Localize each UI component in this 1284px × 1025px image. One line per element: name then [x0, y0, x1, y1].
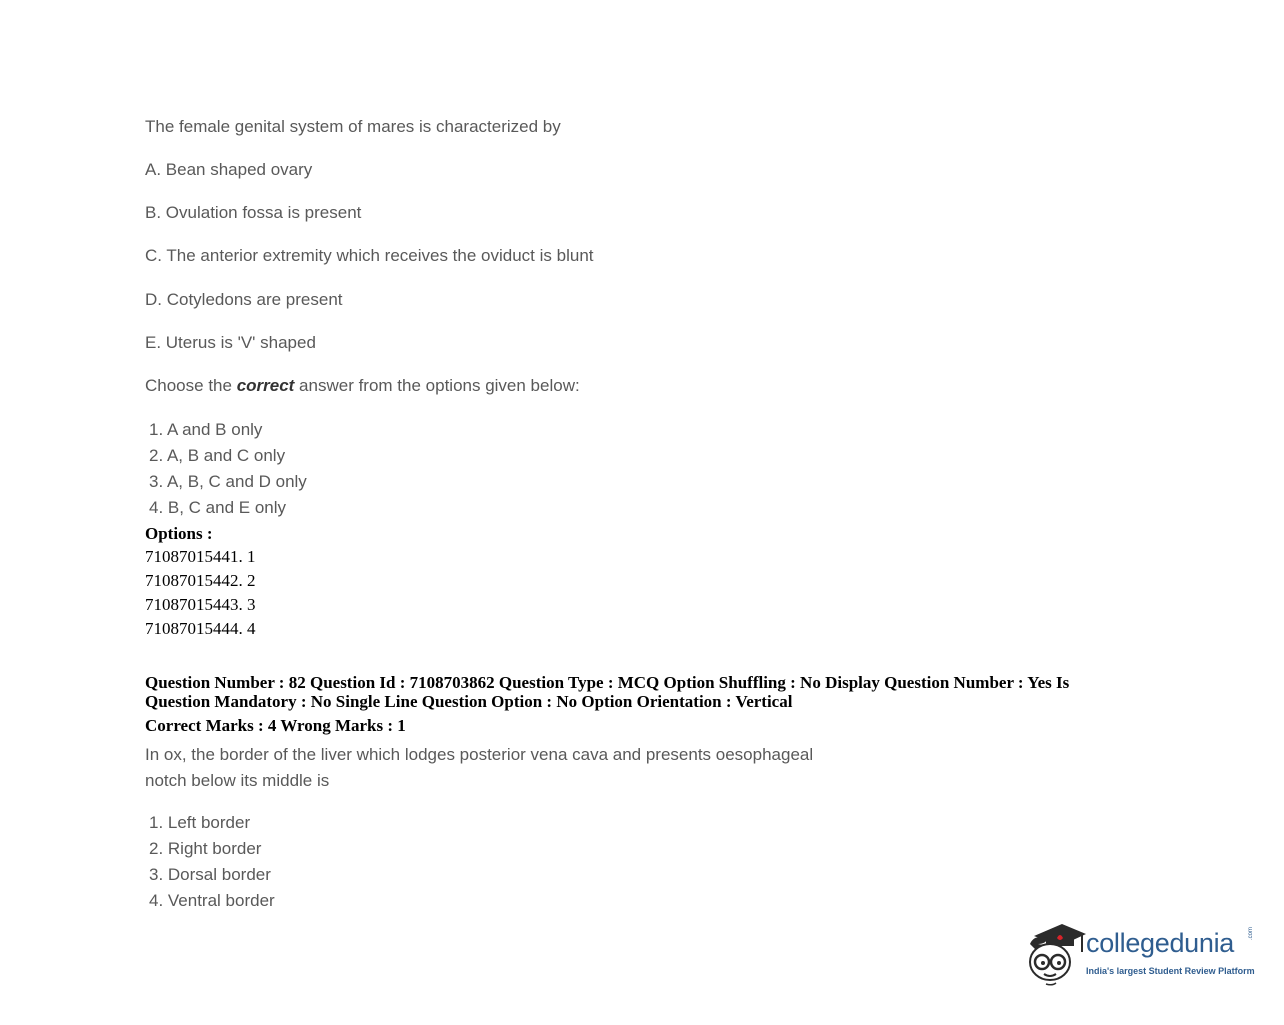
- answer-choice-1: 1. Left border: [149, 813, 251, 832]
- question-meta: Question Number : 82 Question Id : 7108703862 Question Type : MCQ Option Shuffling : No Display Question Number : Yes Is Question Mandatory : No Single Line Question Option : No Option Orientation : Vertical: [145, 673, 1070, 711]
- statement-d: D. Cotyledons are present: [145, 290, 343, 309]
- question-stem-line-2: notch below its middle is: [145, 771, 330, 790]
- question-stem-line-1: In ox, the border of the liver which lodges posterior vena cava and presents oesophageal: [145, 745, 814, 764]
- options-label: Options :: [145, 524, 213, 543]
- mascot-icon: [1024, 918, 1086, 988]
- question-stem: The female genital system of mares is characterized by: [145, 117, 561, 136]
- logo-tagline: India's largest Student Review Platform: [1086, 966, 1255, 976]
- question-marks: Correct Marks : 4 Wrong Marks : 1: [145, 716, 406, 735]
- statement-e: E. Uterus is 'V' shaped: [145, 333, 316, 352]
- answer-choice-2: 2. Right border: [149, 839, 262, 858]
- logo-name: collegedunia: [1086, 928, 1235, 958]
- choose-emphasis: correct: [236, 376, 295, 395]
- statement-c: C. The anterior extremity which receives the oviduct is blunt: [145, 246, 594, 265]
- choose-instruction: [145, 376, 580, 396]
- choose-suffix: answer from the options given below:: [294, 376, 580, 395]
- answer-choice-1: 1. A and B only: [149, 420, 263, 439]
- collegedunia-logo: [1024, 918, 1254, 988]
- option-id-1: 71087015441. 1: [145, 547, 256, 566]
- question-stem-2: [145, 742, 845, 794]
- answer-choice-2: 2. A, B and C only: [149, 446, 286, 465]
- logo-suffix: .com: [1248, 926, 1254, 940]
- option-id-3: 71087015443. 3: [145, 595, 256, 614]
- option-id-4: 71087015444. 4: [145, 619, 256, 638]
- option-id-2: 71087015442. 2: [145, 571, 256, 590]
- answer-choice-4: 4. B, C and E only: [149, 498, 287, 517]
- answer-choice-3: 3. Dorsal border: [149, 865, 271, 884]
- choose-prefix: Choose the: [145, 376, 237, 395]
- answer-choice-3: 3. A, B, C and D only: [149, 472, 307, 491]
- statement-a: A. Bean shaped ovary: [145, 160, 313, 179]
- answer-choice-4: 4. Ventral border: [149, 891, 275, 910]
- statement-b: B. Ovulation fossa is present: [145, 203, 362, 222]
